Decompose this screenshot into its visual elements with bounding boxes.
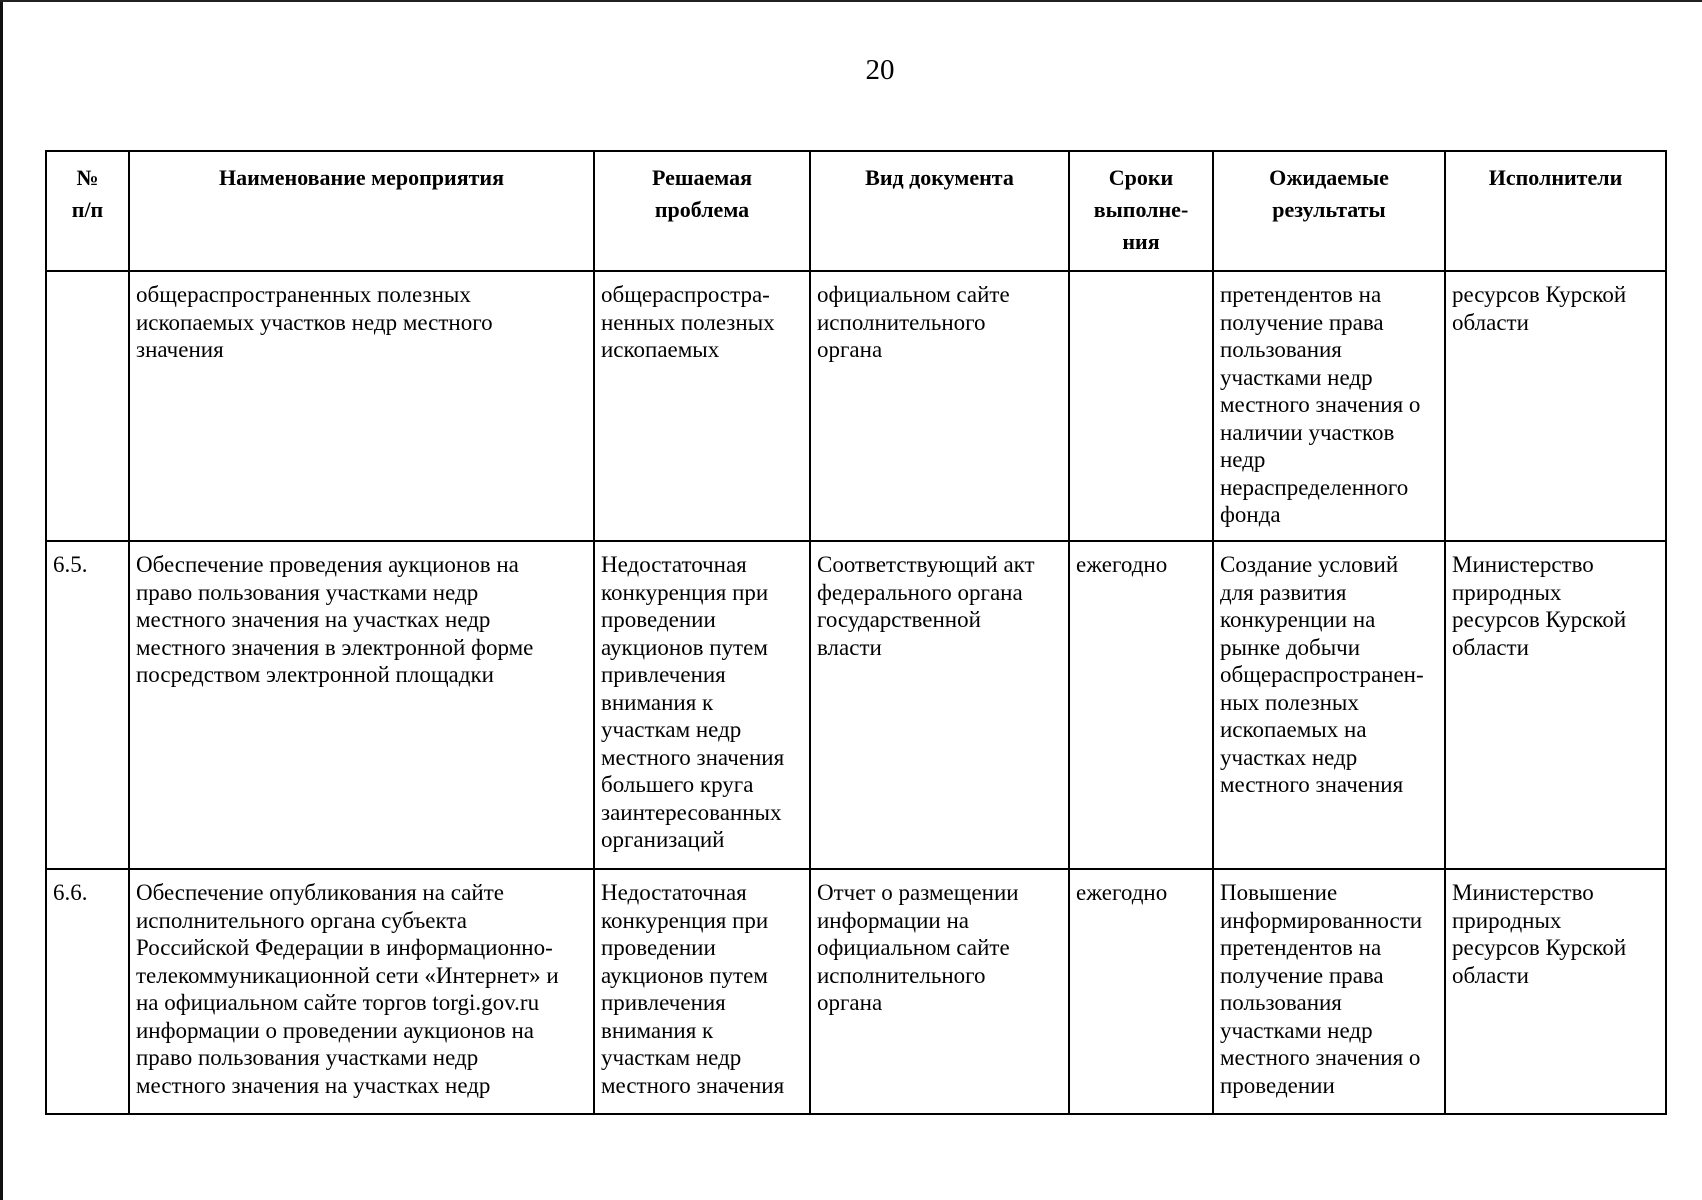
table-header-row [46, 151, 1666, 271]
cell-problem: Недостаточная конкуренция при проведении аукционов путем привлечения внимания к участкам недр местного значения [594, 869, 810, 1114]
cell-number: 6.5. [46, 541, 129, 869]
cell-deadline: ежегодно [1069, 869, 1213, 1114]
scan-edge-left [0, 0, 3, 1200]
cell-problem: общераспростра- ненных полезных ископаемых [594, 271, 810, 541]
table-row [46, 271, 1666, 541]
header-number: № п/п [46, 151, 129, 271]
cell-deadline: ежегодно [1069, 541, 1213, 869]
cell-executors: Министерство природных ресурсов Курской области [1445, 869, 1666, 1114]
page-number: 20 [865, 54, 895, 86]
cell-document-type: Соответствующий акт федерального органа государственной власти [810, 541, 1069, 869]
cell-number [46, 271, 129, 541]
header-document-type: Вид документа [810, 151, 1069, 271]
cell-problem: Недостаточная конкуренция при проведении аукционов путем привлечения внимания к участкам недр местного значения большего круга заинтересованных организаций [594, 541, 810, 869]
header-problem: Решаемая проблема [594, 151, 810, 271]
table-row [46, 869, 1666, 1114]
measures-table [45, 150, 1667, 1115]
cell-measure-name: Обеспечение опубликования на сайте исполнительного органа субъекта Российской Федерации в информационно- телекоммуникационной сети «Интернет» и на официальном сайте торгов torgi.gov.ru информации о проведении аукционов на право пользования участками недр местного значения на участках недр [129, 869, 594, 1114]
scan-edge-top [0, 0, 1702, 2]
cell-measure-name: общераспространенных полезных ископаемых участков недр местного значения [129, 271, 594, 541]
cell-document-type: Отчет о размещении информации на официальном сайте исполнительного органа [810, 869, 1069, 1114]
cell-expected-results: претендентов на получение права пользования участками недр местного значения о наличии участков недр нераспределенного фонда [1213, 271, 1445, 541]
cell-expected-results: Создание условий для развития конкуренции на рынке добычи общераспространен- ных полезных ископаемых на участках недр местного значения [1213, 541, 1445, 869]
header-deadline: Сроки выполне- ния [1069, 151, 1213, 271]
cell-deadline [1069, 271, 1213, 541]
cell-number: 6.6. [46, 869, 129, 1114]
cell-measure-name: Обеспечение проведения аукционов на право пользования участками недр местного значения на участках недр местного значения в электронной форме посредством электронной площадки [129, 541, 594, 869]
header-measure-name: Наименование мероприятия [129, 151, 594, 271]
cell-executors: ресурсов Курской области [1445, 271, 1666, 541]
cell-executors: Министерство природных ресурсов Курской области [1445, 541, 1666, 869]
table-row [46, 541, 1666, 869]
cell-document-type: официальном сайте исполнительного органа [810, 271, 1069, 541]
cell-expected-results: Повышение информированности претендентов на получение права пользования участками недр местного значения о проведении [1213, 869, 1445, 1114]
header-executors: Исполнители [1445, 151, 1666, 271]
header-expected-results: Ожидаемые результаты [1213, 151, 1445, 271]
